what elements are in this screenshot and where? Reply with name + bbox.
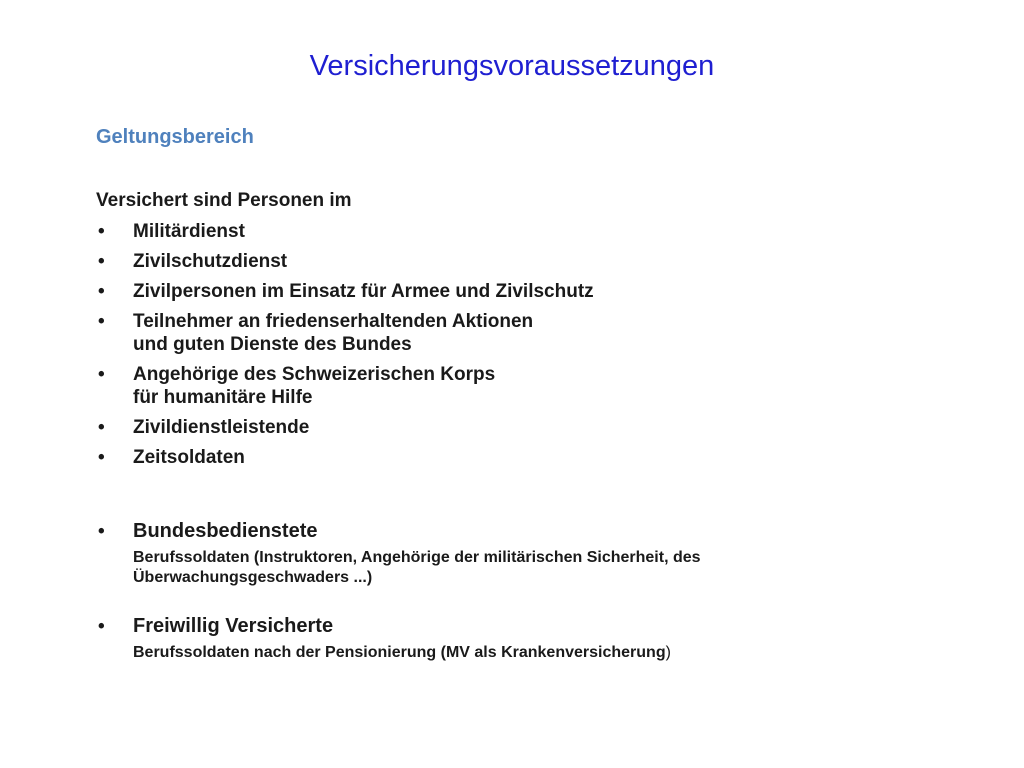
bullet-icon: • [98,221,105,242]
section-heading: Geltungsbereich [96,126,254,148]
detail-line [133,643,976,663]
list-item [96,363,976,409]
federal-employees-section [96,520,976,595]
bullet-icon: • [98,251,105,272]
list-item [96,446,976,469]
intro-text: Versichert sind Personen im [96,190,352,211]
list-item-text: Zivilpersonen im Einsatz für Armee und Zivilschutz [133,281,594,302]
list-item [96,615,976,663]
list-item [96,280,976,303]
list-item [96,220,976,243]
voluntary-insured-section [96,615,976,670]
list-item-detail [133,643,976,663]
list-item-text: Angehörige des Schweizerischen Korps [133,364,496,385]
bullet-icon: • [98,417,105,438]
list-item-heading: Freiwillig Versicherte [133,615,334,637]
bullet-icon: • [98,447,105,468]
list-item-text: Zeitsoldaten [133,447,245,468]
list-item [96,310,976,356]
bullet-icon: • [98,281,105,302]
list-item [96,416,976,439]
bullet-icon: • [98,311,105,332]
bullet-icon: • [98,521,105,542]
list-item [96,250,976,273]
list-item-heading: Bundesbedienstete [133,520,318,542]
detail-line: Berufssoldaten (Instruktoren, Angehörige der militärischen Sicherheit, des [133,549,701,566]
bullet-icon: • [98,616,105,637]
list-item-text: Zivildienstleistende [133,417,310,438]
list-item-text: und guten Dienste des Bundes [133,334,412,355]
list-item-detail [133,548,976,588]
list-item-text: für humanitäre Hilfe [133,387,313,408]
detail-line: Überwachungsgeschwaders ...) [133,569,373,586]
detail-paren: ) [665,644,671,661]
list-item [96,520,976,588]
list-item-text: Zivilschutzdienst [133,251,288,272]
list-item-text: Teilnehmer an friedenserhaltenden Aktionen [133,311,534,332]
detail-text: Berufssoldaten nach der Pensionierung (MV als Krankenversicherung [133,644,666,661]
insured-persons-list [96,220,976,476]
bullet-icon: • [98,364,105,385]
slide-title: Versicherungsvoraussetzungen [309,50,715,82]
list-item-text: Militärdienst [133,221,245,242]
